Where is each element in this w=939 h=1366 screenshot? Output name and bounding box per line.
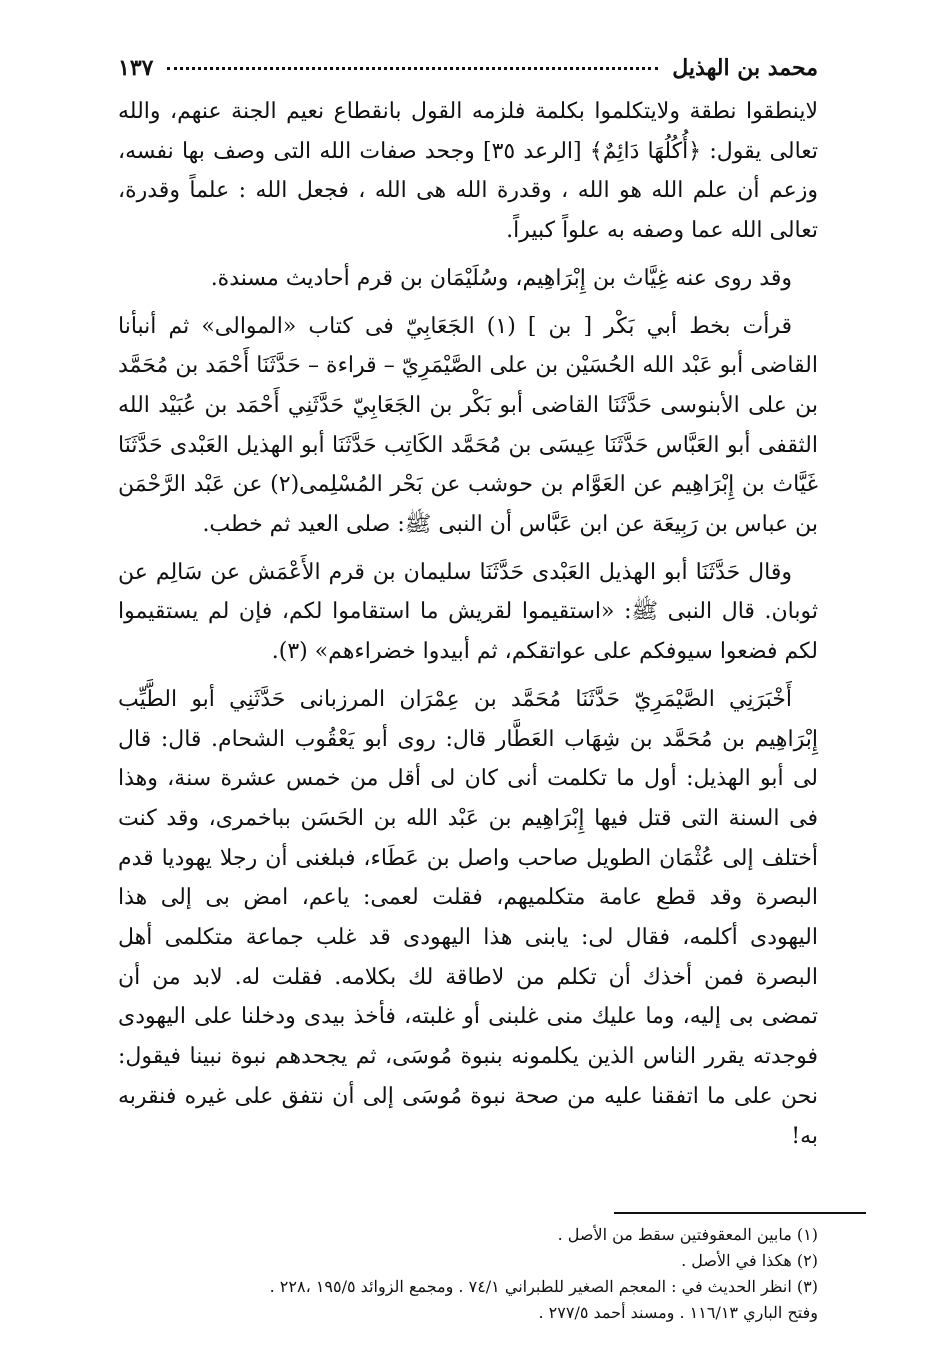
footnote-3-continued: وفتح الباري ١١٦/١٣ . ومسند أحمد ٢٧٧/٥ .: [538, 1303, 818, 1322]
footnote-1: (١) مابين المعقوفتين سقط من الأصل .: [557, 1225, 818, 1244]
page-number: ١٣٧: [118, 55, 154, 81]
paragraph-3: قرأت بخط أبي بَكْر [ بن ] (١) الجَعَابِيّ فى كتاب «الموالى» ثم أنبأنا القاضى أبو عَبْد الله الحُسَيْن بن على الصَّيْمَرِيّ – قراءة – حَدَّثَنَا أَحْمَد بن مُحَمَّد بن على الأبنوسى حَدَّثَنَا القاضى أبو بَكْر بن الجَعَابِيّ حَدَّثَنِي أَحْمَد بن عُبَيْد الله الثقفى أبو العَبَّاس حَدَّثَنَا عِيسَى بن مُحَمَّد الكَاتِب حَدَّثَنَا أبو الهذيل العَبْدى حَدَّثَنَا غَيَّاث بن إِبْرَاهِيم عن العَوَّام بن حوشب عن بَحْر المُسْلِمى(٢) عن عَبْد الرَّحْمَن بن عباس بن رَبِيعَة عن ابن عَبَّاس أن النبى ﷺ: صلى العيد ثم خطب.: [118, 313, 818, 538]
paragraph-5: أَخْبَرَنِي الصَّيْمَرِيّ حَدَّثَنَا مُحَمَّد بن عِمْرَان المرزبانى حَدَّثَنِي أبو الطَّيِّب إِبْرَاهِيم بن مُحَمَّد بن شِهَاب العَطَّار قال: روى أبو يَعْقُوب الشحام. قال: قال لى أبو الهذيل: أول ما تكلمت أنى كان لى أقل من خمس عشرة سنة، وهذا فى السنة التى قتل فيها إِبْرَاهِيم بن عَبْد الله بن الحَسَن بباخمرى، وقد كنت أختلف إلى عُثْمَان الطويل صاحب واصل بن عَطَاء، فبلغنى أن رجلا يهوديا قدم البصرة وقد قطع عامة متكلميهم، فقلت لعمى: ياعم، امض بى إلى هذا اليهودى أكلمه، فقال لى: يابنى هذا اليهودى قد غلب جماعة متكلمى أهل البصرة فمن أخذك أن تكلم من لاطاقة لك بكلامه. فقلت له. لابد من أن تمضى بى إليه، وما عليك منى غلبنى أو غلبته، فأخذ بيدى ودخلنا على اليهودى فوجدته يقرر الناس الذين يكلمونه بنبوة مُوسَى، ثم يجحدهم نبوة نبينا فيقول: نحن على ما اتفقنا عليه من صحة نبوة مُوسَى إلى أن نتفق على غيره فنقربه به!: [118, 686, 818, 1149]
footnote-3: (٣) انظر الحديث في : المعجم الصغير للطبراني ٧٤/١ . ومجمع الزوائد ١٩٥/٥ ،٢٢٨ .: [269, 1277, 818, 1296]
running-header: [118, 48, 818, 88]
paragraph-4: وقال حَدَّثَنَا أبو الهذيل العَبْدى حَدَّثَنَا سليمان بن قرم الأَعْمَش عن سَالِم عن ثوبان. قال النبى ﷺ: «استقيموا لقريش ما استقاموا لكم، فإن لم يستقيموا لكم فضعوا سيوفكم على عواتقكم، ثم أبيدوا خضراءهم» (٣).: [118, 559, 818, 665]
main-text: [118, 92, 818, 1156]
footnotes: [118, 1222, 818, 1326]
footnote-separator: [614, 1212, 866, 1214]
dotted-leader: [167, 67, 658, 70]
paragraph-2: وقد روى عنه غِيَّاث بن إِبْرَاهِيم، وسُلَيْمَان بن قرم أحاديث مسندة.: [210, 265, 792, 291]
footnote-2: (٢) هكذا في الأصل .: [681, 1251, 818, 1270]
running-title: محمد بن الهذيل: [672, 55, 818, 81]
paragraph-1: لاينطقوا نطقة ولايتكلموا بكلمة فلزمه القول بانقطاع نعيم الجنة عنهم، والله تعالى يقول: ﴿أُكُلُهَا دَائِمٌ﴾ [الرعد ٣٥] وجحد صفات الله التى وصف بها نفسه، وزعم أن علم الله هو الله ، وقدرة الله هى الله ، فجعل الله : علماً وقدرة، تعالى الله عما وصفه به علواً كبيراً.: [118, 99, 819, 244]
